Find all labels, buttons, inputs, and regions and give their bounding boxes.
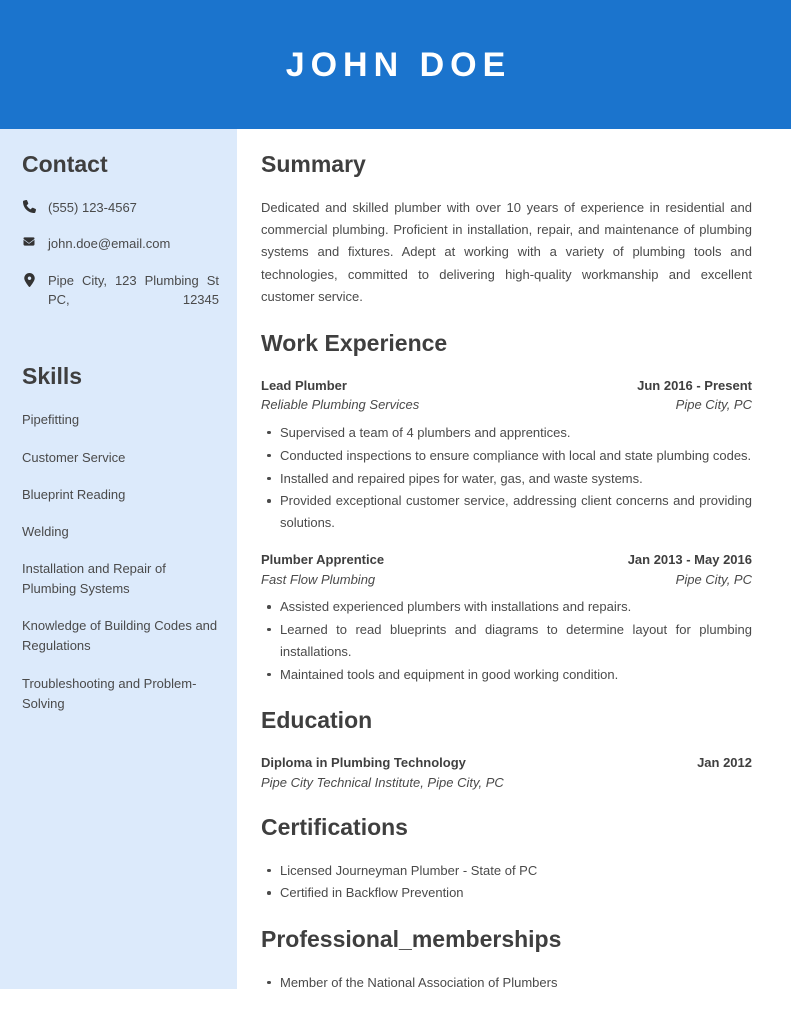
section-certifications	[261, 814, 752, 904]
section-work-experience	[261, 330, 752, 685]
work-entry-title-row	[261, 550, 752, 570]
education-entry	[261, 753, 752, 792]
certifications-list	[261, 860, 752, 905]
job-location: Pipe City, PC	[675, 571, 752, 587]
resume-header-banner	[0, 0, 791, 129]
degree-date: Jan 2012	[697, 755, 752, 771]
institution-name: Pipe City Technical Institute, Pipe City, PC	[261, 774, 504, 790]
degree-title: Diploma in Plumbing Technology	[261, 755, 466, 771]
summary-text: Dedicated and skilled plumber with over 10 years of experience in residential and commercial plumbing. Proficient in installation, repair, and maintenance of plumbing systems and fixtures. Adept at working with a variety of plumbing tools and technologies, committed to delivering high-quality workmanship and excellent customer service.	[261, 199, 752, 305]
list-item: Troubleshooting and Problem-Solving	[22, 675, 197, 711]
work-entry-org-row	[261, 395, 752, 415]
work-entry-org-row	[261, 570, 752, 590]
list-item: Conducted inspections to ensure compliance with local and state plumbing codes.	[261, 445, 752, 467]
summary-heading: Summary	[261, 151, 366, 177]
work-entry-title-row	[261, 376, 752, 396]
contact-address-value: Pipe City, 123 Plumbing St PC, 12345	[48, 273, 219, 308]
list-item: Licensed Journeyman Plumber - State of PC	[261, 860, 752, 882]
section-education	[261, 707, 752, 792]
sidebar-section-contact	[22, 151, 219, 329]
list-item: Installation and Repair of Plumbing Systems	[22, 560, 166, 597]
sidebar-section-skills	[22, 363, 219, 714]
page-title: JOHN DOE	[285, 45, 512, 84]
resume-body	[0, 129, 791, 1025]
contact-item-email[interactable]	[22, 235, 219, 254]
work-experience-heading: Work Experience	[261, 330, 448, 357]
job-date: Jan 2013 - May 2016	[627, 552, 752, 568]
sidebar	[0, 129, 237, 989]
professional-memberships-heading: Professional_memberships	[261, 926, 562, 953]
list-item: Maintained tools and equipment in good working condition.	[261, 664, 752, 686]
section-professional-memberships	[261, 926, 752, 993]
section-summary	[261, 151, 752, 308]
contact-item-phone[interactable]	[22, 199, 219, 218]
map-pin-icon	[22, 272, 36, 288]
education-heading: Education	[261, 707, 373, 734]
list-item: Installed and repaired pipes for water, gas, and waste systems.	[261, 468, 752, 490]
list-item: Customer Service	[22, 449, 126, 465]
job-company: Reliable Plumbing Services	[261, 397, 420, 413]
job-bullet-list	[261, 596, 752, 685]
list-item: Member of the National Association of Plumbers	[261, 972, 752, 994]
certifications-heading: Certifications	[261, 814, 408, 841]
skills-heading: Skills	[22, 362, 83, 389]
list-item: Welding	[22, 523, 69, 539]
list-item: Certified in Backflow Prevention	[261, 882, 752, 904]
job-bullet-list	[261, 422, 752, 534]
list-item: Provided exceptional customer service, addressing client concerns and providing solutions.	[261, 490, 752, 534]
list-item: Learned to read blueprints and diagrams to determine layout for plumbing installations.	[261, 619, 752, 663]
list-item: Supervised a team of 4 plumbers and apprentices.	[261, 422, 752, 444]
job-location: Pipe City, PC	[675, 397, 752, 413]
education-entry-title-row	[261, 753, 752, 773]
education-entry-org-row	[261, 773, 752, 793]
work-entry	[261, 550, 752, 685]
skills-list	[22, 410, 219, 713]
contact-heading: Contact	[22, 151, 108, 177]
contact-list	[22, 199, 219, 329]
job-company: Fast Flow Plumbing	[261, 571, 376, 587]
main-content	[237, 129, 791, 1025]
list-item: Knowledge of Building Codes and Regulations	[22, 618, 218, 654]
phone-icon	[22, 199, 36, 215]
job-title: Plumber Apprentice	[261, 552, 385, 568]
contact-email-value: john.doe@email.com	[48, 236, 171, 252]
list-item: Pipefitting	[22, 412, 80, 428]
contact-phone-value: (555) 123-4567	[48, 199, 137, 215]
list-item: Assisted experienced plumbers with installations and repairs.	[261, 596, 752, 618]
envelope-icon	[22, 235, 36, 251]
contact-item-address[interactable]	[22, 272, 219, 329]
job-title: Lead Plumber	[261, 377, 347, 393]
list-item: Blueprint Reading	[22, 486, 126, 502]
memberships-list	[261, 972, 752, 994]
work-entry	[261, 376, 752, 534]
job-date: Jun 2016 - Present	[637, 377, 752, 393]
